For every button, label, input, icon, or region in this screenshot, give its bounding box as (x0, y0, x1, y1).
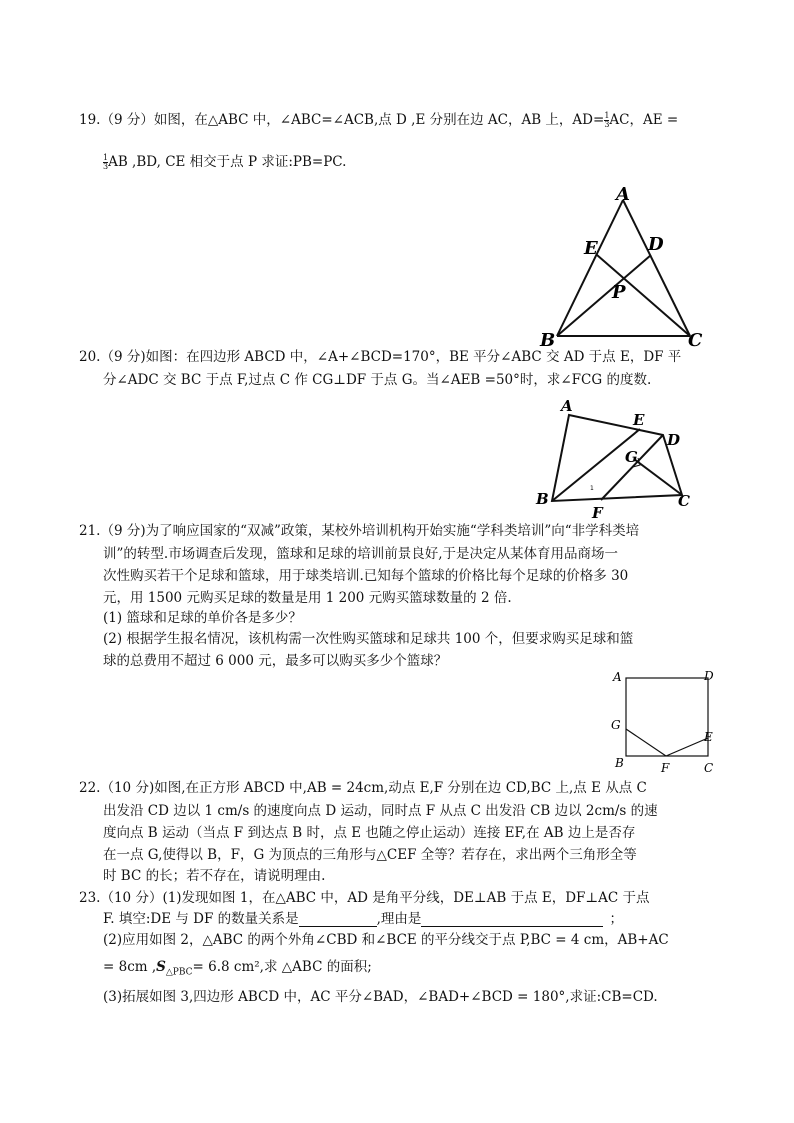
q23-line-3: (2)应用如图 2，△ABC 的两个外角∠CBD 和∠BCE 的平分线交于点 P,BC = 4 cm，AB+AC (103, 932, 669, 948)
q23-line-2 (103, 907, 623, 927)
q20-label-d: D (667, 431, 681, 449)
q21-line-1: 21.（9 分)为了响应国家的“双减”政策，某校外培训机构开始实施“学科类培训”向“非学科类培 (79, 523, 640, 539)
q22-square-figure (608, 666, 718, 776)
q20-line-2: 分∠ADC 交 BC 于点 F,过点 C 作 CG⊥DF 于点 G。当∠AEB =50°时，求∠FCG 的度数. (103, 372, 652, 388)
q22-label-b: B (615, 756, 624, 770)
q22-line-3: 度向点 B 运动（当点 F 到达点 B 时，点 E 也随之停止运动）连接 EF,在 AB 边上是否存 (103, 825, 636, 841)
q22-label-e: E (704, 730, 713, 744)
q23-text-2a: F. 填空:DE 与 DF 的数量关系是 (103, 911, 299, 927)
q19-triangle-figure (530, 180, 720, 350)
q21-sub-question-1: (1) 篮球和足球的单价各是多少？ (103, 610, 302, 626)
q19-line-2 (103, 150, 346, 171)
q20-label-f: F (592, 504, 603, 522)
q20-tick-mark: 1 (590, 485, 594, 492)
q23-line-5: (3)拓展如图 3,四边形 ABCD 中，AC 平分∠BAD，∠BAD+∠BCD = 180°,求证:CB=CD. (103, 989, 658, 1005)
q21-line-4: 元，用 1500 元购买足球的数量是用 1 200 元购买篮球数量的 2 倍. (103, 590, 512, 606)
q21-line-2: 训”的转型.市场调查后发现，篮球和足球的培训前景良好,于是决定从某体育用品商场一 (103, 546, 618, 562)
q20-quadrilateral-figure (533, 395, 703, 520)
q23-text-4b: = 6.8 cm²,求 △ABC 的面积; (192, 959, 372, 975)
q22-label-f: F (661, 761, 670, 775)
q19-label-e: E (584, 238, 598, 259)
q23-text-2c: ； (609, 911, 623, 927)
q23-answer-blank-1[interactable] (299, 912, 377, 927)
q19-line-1 (79, 108, 678, 129)
q19-fraction-2: $\frac{1}{3}$ (103, 153, 109, 171)
q22-line-4: 在一点 G,使得以 B，F，G 为顶点的三角形与△CEF 全等？若存在，求出两个三角形全等 (103, 847, 637, 863)
q19-label-p: P (612, 282, 626, 303)
q20-label-a: A (561, 397, 573, 415)
q22-line-1: 22.（10 分)如图,在正方形 ABCD 中,AB = 24cm,动点 E,F 分别在边 CD,BC 上,点 E 从点 C (79, 780, 647, 796)
q20-label-e: E (633, 411, 645, 429)
q22-line-5: 时 BC 的长；若不存在，请说明理由. (103, 868, 326, 884)
q19-text-c: AB ,BD, CE 相交于点 P 求证:PB=PC. (108, 154, 347, 170)
q23-answer-blank-2[interactable] (421, 912, 603, 927)
q22-label-g: G (611, 718, 621, 732)
q23-line-1: 23.（10 分）(1)发现如图 1，在△ABC 中，AD 是角平分线，DE⊥AB 于点 E，DF⊥AC 于点 (79, 890, 650, 906)
q23-text-2b: ,理由是 (376, 911, 422, 927)
q22-line-2: 出发沿 CD 边以 1 cm/s 的速度向点 D 运动，同时点 F 从点 C 出发沿 CB 边以 2cm/s 的速 (103, 803, 658, 819)
q19-label-c: C (688, 330, 703, 351)
q23-text-4a: = 8cm , (103, 959, 157, 975)
q21-sub-question-2b: 球的总费用不超过 6 000 元，最多可以购买多少个篮球？ (103, 653, 448, 669)
q22-label-d: D (704, 669, 714, 683)
q20-label-b: B (536, 490, 549, 508)
q19-fraction-1: $\frac{1}{3}$ (604, 111, 610, 129)
q20-label-c: C (678, 492, 690, 510)
q19-text-b: AC，AE = (609, 112, 679, 128)
q23-area-subscript: △PBC (165, 967, 193, 978)
q19-label-a: A (616, 184, 630, 205)
q20-line-1: 20.（9 分)如图：在四边形 ABCD 中，∠A+∠BCD=170°，BE 平分∠ABC 交 AD 于点 E，DF 平 (79, 349, 682, 365)
q21-line-3: 次性购买若干个足球和篮球，用于球类培训.已知每个篮球的价格比每个足球的价格多 30 (103, 568, 629, 584)
q19-label-d: D (648, 234, 664, 255)
q20-label-g: G (625, 448, 638, 466)
q23-line-4 (103, 955, 372, 978)
q19-text-a: 19.（9 分）如图，在△ABC 中，∠ABC=∠ACB,点 D ,E 分别在边 AC，AB 上，AD= (79, 112, 605, 128)
q23-area-symbol: S (156, 959, 166, 975)
q19-label-b: B (540, 330, 556, 351)
q22-label-a: A (613, 670, 622, 684)
q22-label-c: C (704, 761, 714, 775)
q21-sub-question-2a: (2) 根据学生报名情况，该机构需一次性购买篮球和足球共 100 个，但要求购买足球和篮 (103, 631, 634, 647)
